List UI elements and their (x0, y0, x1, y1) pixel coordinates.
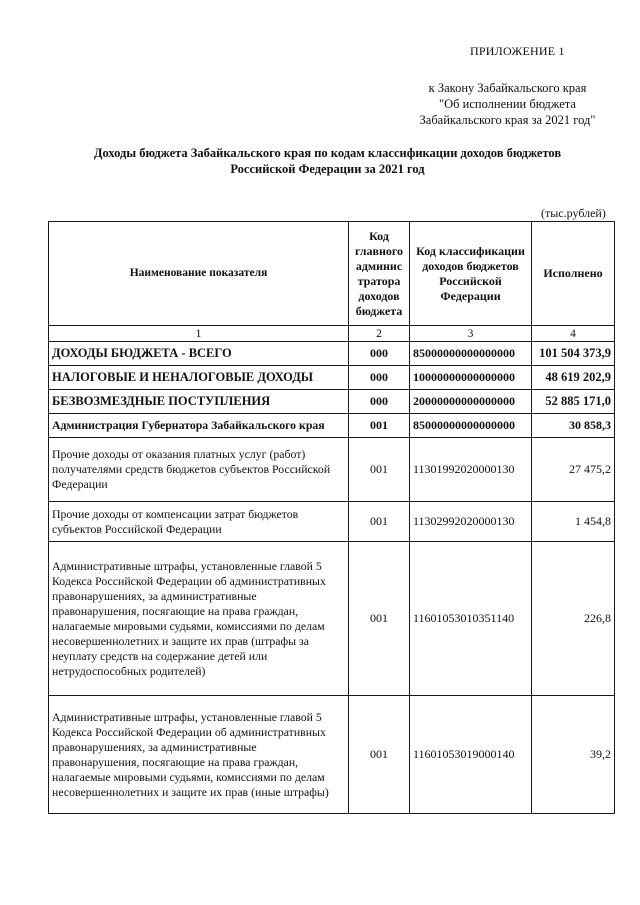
law-reference-line: Забайкальского края за 2021 год" (419, 113, 596, 127)
row-name: Административные штрафы, установленные главой 5 Кодекса Российской Федерации об административных правонарушениях, за административные правонарушения, посягающие на права граждан, налагаемые мировыми судьями, комиссиями по делам несовершеннолетних и защите их прав (штрафы за неуплату средств на содержание детей или нетрудоспособных родителей) (49, 542, 349, 696)
row-executed-value: 101 504 373,9 (532, 342, 615, 366)
row-name: Прочие доходы от компенсации затрат бюджетов субъектов Российской Федерации (49, 502, 349, 542)
row-admin-code: 001 (349, 696, 410, 814)
row-executed-value: 30 858,3 (532, 414, 615, 438)
column-header-admin-code: Код главного админис тратора доходов бюджета (349, 222, 410, 326)
table-header-row (49, 222, 615, 326)
row-classification-code: 11301992020000130 (410, 438, 532, 502)
row-executed-value: 1 454,8 (532, 502, 615, 542)
row-name: НАЛОГОВЫЕ И НЕНАЛОГОВЫЕ ДОХОДЫ (49, 366, 349, 390)
table-row (49, 438, 615, 502)
row-executed-value: 39,2 (532, 696, 615, 814)
document-title (60, 145, 595, 177)
row-name: ДОХОДЫ БЮДЖЕТА - ВСЕГО (49, 342, 349, 366)
units-label: (тыс.рублей) (541, 206, 606, 220)
row-name: Административные штрафы, установленные главой 5 Кодекса Российской Федерации об административных правонарушениях, за административные правонарушения, посягающие на права граждан, налагаемые мировыми судьями, комиссиями по делам несовершеннолетних и защите их прав (иные штрафы) (49, 696, 349, 814)
row-admin-code: 001 (349, 438, 410, 502)
table-row (49, 342, 615, 366)
row-name: Прочие доходы от оказания платных услуг (работ) получателями средств бюджетов субъектов Российской Федерации (49, 438, 349, 502)
table-row (49, 696, 615, 814)
row-classification-code: 11601053010351140 (410, 542, 532, 696)
row-classification-code: 11302992020000130 (410, 502, 532, 542)
row-admin-code: 001 (349, 542, 410, 696)
row-classification-code: 10000000000000000 (410, 366, 532, 390)
row-admin-code: 001 (349, 502, 410, 542)
row-admin-code: 001 (349, 414, 410, 438)
column-number: 3 (410, 326, 532, 342)
table-row (49, 502, 615, 542)
table-row (49, 414, 615, 438)
document-title-line: Российской Федерации за 2021 год (230, 162, 425, 176)
row-executed-value: 48 619 202,9 (532, 366, 615, 390)
law-reference-line: "Об исполнении бюджета (439, 97, 576, 111)
row-classification-code: 11601053019000140 (410, 696, 532, 814)
column-header-executed: Исполнено (532, 222, 615, 326)
document-title-line: Доходы бюджета Забайкальского края по кодам классификации доходов бюджетов (93, 146, 562, 160)
revenue-table (48, 221, 615, 814)
table-row (49, 390, 615, 414)
column-number: 2 (349, 326, 410, 342)
row-executed-value: 226,8 (532, 542, 615, 696)
row-executed-value: 52 885 171,0 (532, 390, 615, 414)
row-classification-code: 85000000000000000 (410, 342, 532, 366)
row-classification-code: 85000000000000000 (410, 414, 532, 438)
row-admin-code: 000 (349, 366, 410, 390)
column-header-name: Наименование показателя (49, 222, 349, 326)
appendix-label: ПРИЛОЖЕНИЕ 1 (470, 44, 565, 58)
row-executed-value: 27 475,2 (532, 438, 615, 502)
row-admin-code: 000 (349, 342, 410, 366)
table-row (49, 366, 615, 390)
row-name: БЕЗВОЗМЕЗДНЫЕ ПОСТУПЛЕНИЯ (49, 390, 349, 414)
column-number: 4 (532, 326, 615, 342)
row-admin-code: 000 (349, 390, 410, 414)
column-header-classification-code: Код классификации доходов бюджетов Российской Федерации (410, 222, 532, 326)
row-name: Администрация Губернатора Забайкальского края (49, 414, 349, 438)
law-reference-line: к Закону Забайкальского края (428, 81, 587, 95)
column-numbers-row (49, 326, 615, 342)
column-number: 1 (49, 326, 349, 342)
table-row (49, 542, 615, 696)
row-classification-code: 20000000000000000 (410, 390, 532, 414)
law-reference (395, 80, 620, 128)
